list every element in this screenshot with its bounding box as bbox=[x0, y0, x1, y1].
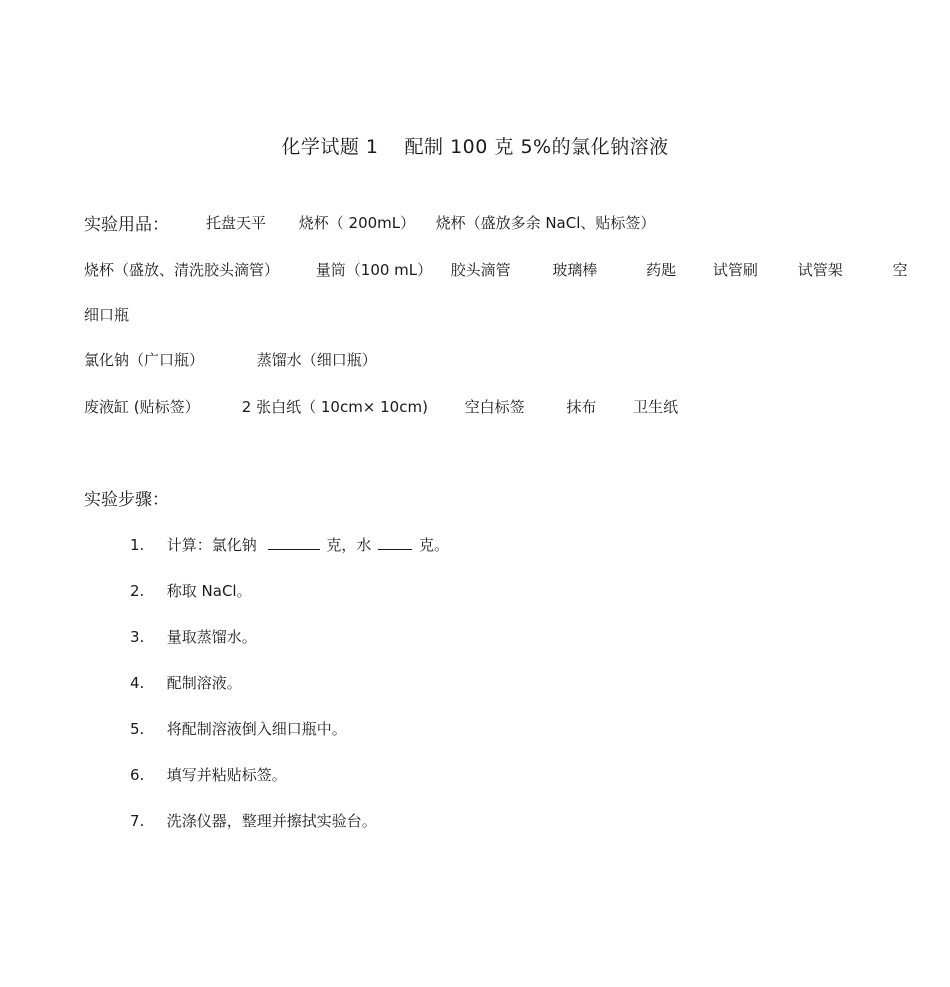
step-item bbox=[130, 810, 449, 856]
step-number: 4. bbox=[130, 674, 145, 692]
step-text: 洗涤仪器，整理并擦拭实验台。 bbox=[166, 812, 377, 830]
answer-blank[interactable] bbox=[268, 535, 320, 550]
material-item: 烧杯（ 200mL） bbox=[298, 214, 416, 232]
material-item: 托盘天平 bbox=[206, 214, 267, 232]
step-text: 称取 NaCl。 bbox=[166, 582, 252, 600]
step-text: 克。 bbox=[418, 536, 449, 554]
materials-line-1 bbox=[206, 212, 655, 233]
answer-blank[interactable] bbox=[378, 535, 412, 550]
material-item: 胶头滴管 bbox=[450, 261, 511, 279]
page-title: 化学试题 1 配制 100 克 5%的氯化钠溶液 bbox=[281, 136, 669, 158]
material-item: 细口瓶 bbox=[84, 306, 130, 324]
material-item: 试管架 bbox=[797, 261, 843, 279]
step-item bbox=[130, 626, 449, 672]
step-text: 将配制溶液倒入细口瓶中。 bbox=[166, 720, 347, 738]
step-item bbox=[130, 672, 449, 718]
materials-line-5 bbox=[84, 396, 678, 417]
step-number: 5. bbox=[130, 720, 145, 738]
material-item: 空 bbox=[892, 261, 908, 279]
steps-heading: 实验步骤： bbox=[84, 490, 169, 510]
step-item bbox=[130, 764, 449, 810]
material-item: 废液缸 (贴标签） bbox=[84, 398, 200, 416]
material-item: 烧杯（盛放、清洗胶头滴管） bbox=[84, 261, 280, 279]
materials-line-2 bbox=[84, 259, 907, 280]
material-item: 卫生纸 bbox=[633, 398, 679, 416]
material-item: 氯化钠（广口瓶） bbox=[84, 351, 205, 369]
material-item: 量筒（100 mL） bbox=[315, 261, 433, 279]
material-item: 试管刷 bbox=[712, 261, 758, 279]
material-item: 玻璃棒 bbox=[552, 261, 598, 279]
step-number: 3. bbox=[130, 628, 145, 646]
step-number: 1. bbox=[130, 536, 145, 554]
materials-line-4 bbox=[84, 349, 377, 370]
step-text: 填写并粘贴标签。 bbox=[166, 766, 287, 784]
step-text: 计算：氯化钠 bbox=[166, 536, 257, 554]
step-text: 克，水 bbox=[326, 536, 372, 554]
step-number: 7. bbox=[130, 812, 145, 830]
step-text: 量取蒸馏水。 bbox=[166, 628, 257, 646]
material-item: 蒸馏水（细口瓶） bbox=[256, 351, 377, 369]
step-item bbox=[130, 718, 449, 764]
materials-line-3 bbox=[84, 304, 129, 325]
step-number: 2. bbox=[130, 582, 145, 600]
step-text: 配制溶液。 bbox=[166, 674, 242, 692]
material-item: 抹布 bbox=[566, 398, 597, 416]
steps-list bbox=[130, 534, 449, 856]
step-item bbox=[130, 534, 449, 580]
material-item: 2 张白纸（ 10cm× 10cm) bbox=[241, 398, 428, 416]
material-item: 药匙 bbox=[646, 261, 677, 279]
material-item: 空白标签 bbox=[464, 398, 525, 416]
material-item: 烧杯（盛放多余 NaCl、贴标签） bbox=[435, 214, 656, 232]
step-item bbox=[130, 580, 449, 626]
materials-heading: 实验用品： bbox=[84, 215, 169, 235]
step-number: 6. bbox=[130, 766, 145, 784]
